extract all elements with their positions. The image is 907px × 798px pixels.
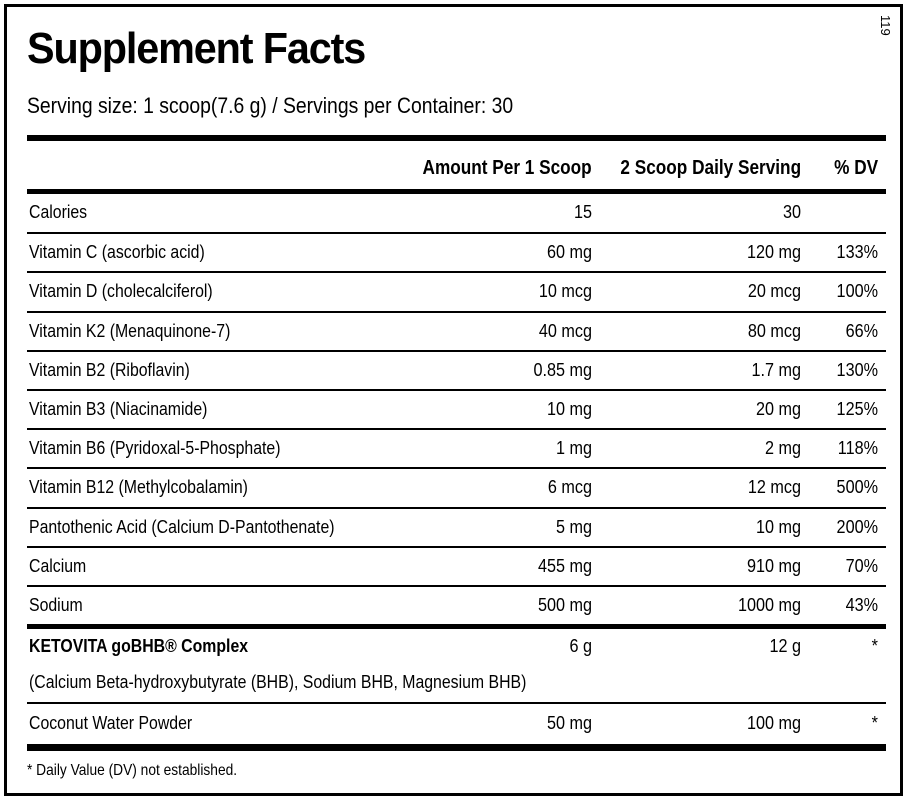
table-row	[27, 702, 886, 741]
amount-per-scoop: 10 mcg	[538, 281, 592, 302]
daily-serving-amount: 1.7 mg	[751, 359, 801, 380]
nutrient-table	[27, 193, 886, 742]
bottom-thick-divider	[27, 744, 886, 751]
daily-value-percent: 125%	[836, 399, 878, 420]
daily-serving-amount: 12 mcg	[747, 477, 801, 498]
daily-value-percent: *	[871, 635, 878, 656]
corner-code: 119	[878, 15, 893, 36]
table-row	[27, 232, 886, 271]
nutrient-name: Coconut Water Powder	[29, 712, 193, 733]
nutrient-name: Vitamin B3 (Niacinamide)	[29, 399, 208, 420]
daily-value-percent	[815, 193, 878, 232]
nutrient-name: Calcium	[29, 555, 87, 576]
header-amount: Amount Per 1 Scoop	[422, 157, 592, 179]
amount-per-scoop: 6 mcg	[547, 477, 592, 498]
daily-serving-amount: 1000 mg	[737, 594, 801, 615]
table-row	[27, 507, 886, 546]
table-row	[27, 311, 886, 350]
daily-serving-amount: 80 mcg	[747, 320, 801, 341]
daily-serving-amount: 12 g	[769, 635, 801, 656]
amount-per-scoop: 60 mg	[546, 242, 592, 263]
amount-per-scoop: 50 mg	[546, 712, 592, 733]
daily-value-percent: 66%	[845, 320, 878, 341]
table-row	[27, 271, 886, 310]
daily-serving-amount: 120 mg	[746, 242, 801, 263]
nutrient-name: Calories	[29, 202, 88, 223]
header-dv: % DV	[834, 157, 878, 179]
nutrient-name: Vitamin B2 (Riboflavin)	[29, 359, 190, 380]
panel-title: Supplement Facts	[27, 24, 366, 73]
amount-per-scoop: 6 g	[569, 635, 592, 656]
nutrient-name: Vitamin D (cholecalciferol)	[29, 281, 213, 302]
nutrient-name: Vitamin B12 (Methylcobalamin)	[29, 477, 248, 498]
supplement-facts-panel	[4, 4, 903, 796]
table-row	[27, 546, 886, 585]
amount-per-scoop: 500 mg	[537, 594, 592, 615]
amount-per-scoop: 0.85 mg	[533, 359, 592, 380]
nutrient-name: Vitamin K2 (Menaquinone-7)	[29, 320, 231, 341]
table-row	[27, 389, 886, 428]
daily-serving-amount: 910 mg	[746, 555, 801, 576]
daily-serving-amount: 30	[782, 202, 801, 223]
daily-value-percent: 130%	[836, 359, 878, 380]
table-row	[27, 193, 886, 232]
daily-value-percent: 118%	[837, 438, 878, 459]
daily-value-percent: 133%	[836, 242, 878, 263]
ingredient-breakdown: (Calcium Beta-hydroxybutyrate (BHB), Sodium BHB, Magnesium BHB)	[29, 672, 527, 693]
daily-serving-amount: 20 mcg	[747, 281, 801, 302]
nutrient-name: KETOVITA goBHB® Complex	[29, 635, 249, 656]
amount-per-scoop: 5 mg	[555, 516, 592, 537]
table-row	[27, 467, 886, 506]
footnote: * Daily Value (DV) not established.	[27, 762, 238, 779]
nutrient-name: Vitamin B6 (Pyridoxal-5-Phosphate)	[29, 438, 281, 459]
header-daily: 2 Scoop Daily Serving	[620, 157, 801, 179]
top-thick-divider	[27, 135, 886, 141]
daily-value-percent: 200%	[836, 516, 878, 537]
daily-serving-amount: 100 mg	[746, 712, 801, 733]
daily-serving-amount: 10 mg	[755, 516, 801, 537]
amount-per-scoop: 455 mg	[537, 555, 592, 576]
table-row	[27, 663, 886, 702]
table-row	[27, 624, 886, 663]
daily-value-percent: *	[871, 712, 878, 733]
table-row	[27, 585, 886, 624]
daily-value-percent: 500%	[836, 477, 878, 498]
amount-per-scoop: 15	[573, 202, 592, 223]
nutrient-name: Sodium	[29, 594, 83, 615]
nutrient-name: Pantothenic Acid (Calcium D-Pantothenate)	[29, 516, 335, 537]
amount-per-scoop: 10 mg	[546, 399, 592, 420]
daily-value-percent: 70%	[845, 555, 878, 576]
amount-per-scoop: 40 mcg	[538, 320, 592, 341]
amount-per-scoop: 1 mg	[555, 438, 592, 459]
daily-serving-amount: 20 mg	[755, 399, 801, 420]
serving-info: Serving size: 1 scoop(7.6 g) / Servings per Container: 30	[27, 93, 514, 118]
table-row	[27, 428, 886, 467]
daily-serving-amount: 2 mg	[764, 438, 801, 459]
daily-value-percent: 43%	[845, 594, 878, 615]
table-row	[27, 350, 886, 389]
nutrient-name: Vitamin C (ascorbic acid)	[29, 242, 205, 263]
daily-value-percent: 100%	[836, 281, 878, 302]
